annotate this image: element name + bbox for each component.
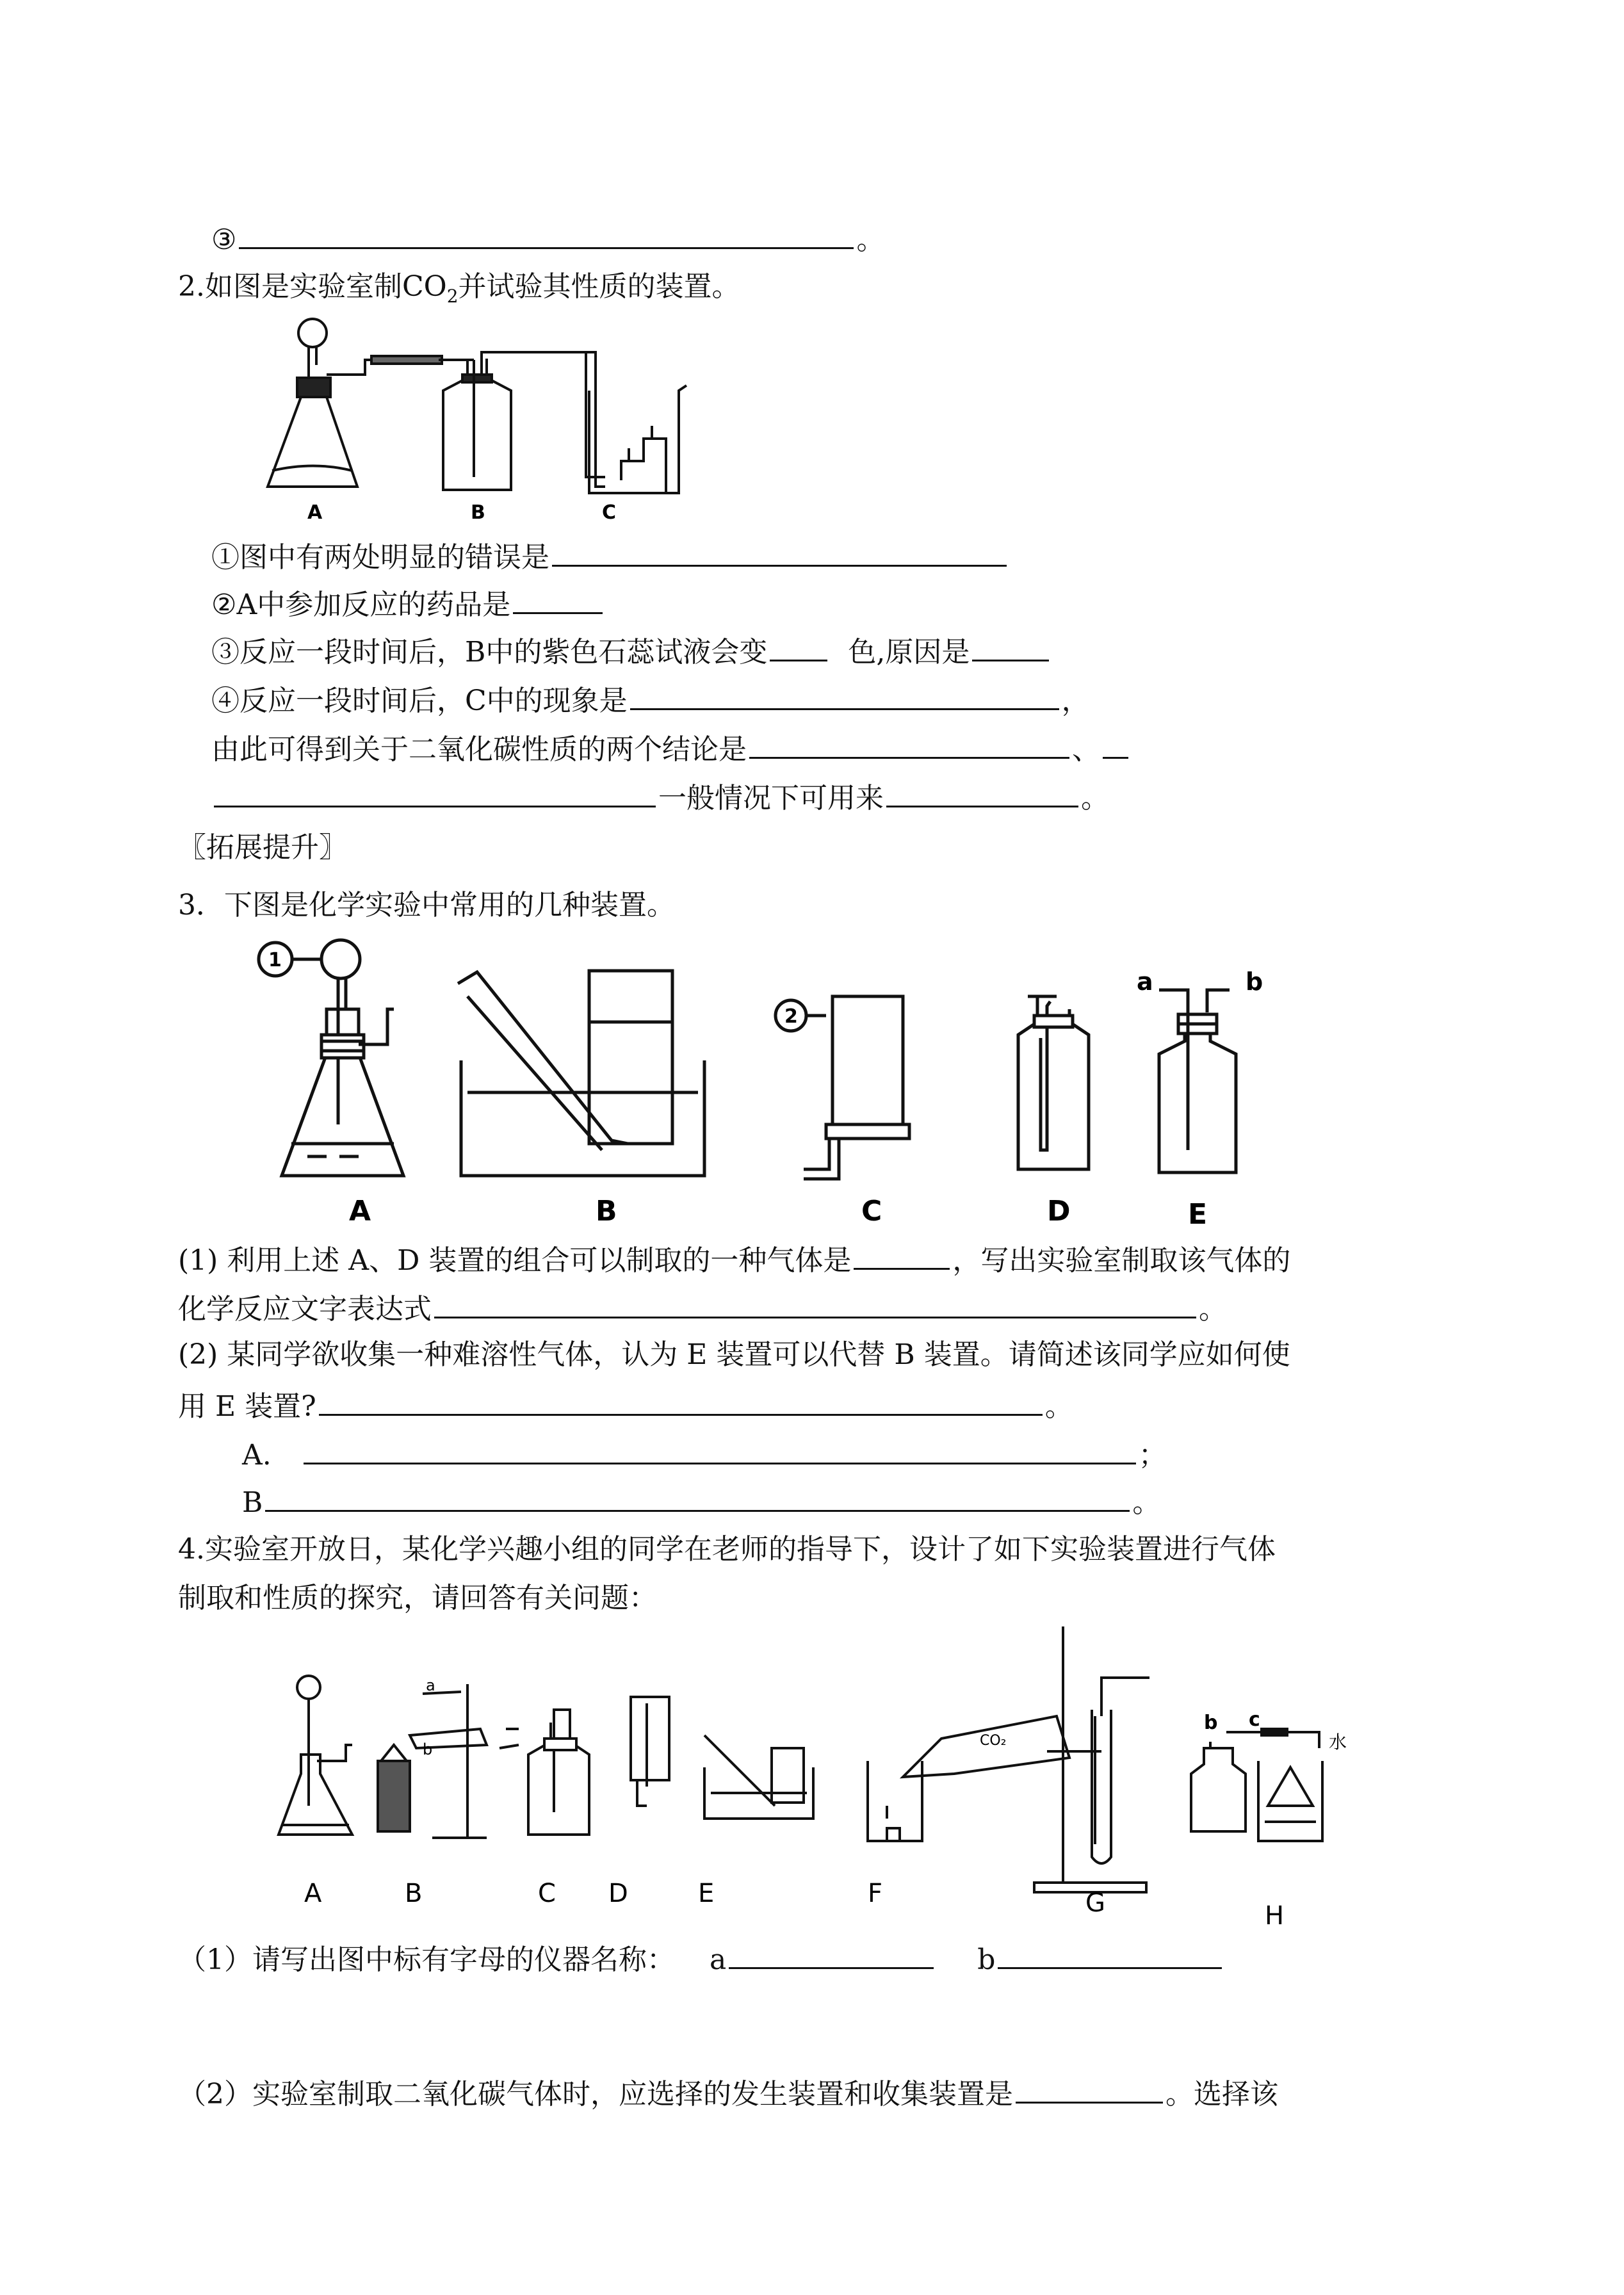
q4-mark-hc: c (1249, 1708, 1260, 1731)
q3-p2-line2 (178, 1386, 1073, 1425)
q2-label-c: C (602, 501, 617, 524)
q4-stem-line2: 制取和性质的探究，请回答有关问题： (178, 1582, 657, 1614)
q3-label-c: C (861, 1195, 882, 1228)
q4-mark-water: 水 (1329, 1731, 1347, 1753)
q2-stem-b: 并试验其性质的装置。 (458, 270, 740, 303)
q3-option-b-label: B (242, 1486, 263, 1519)
answer-blank[interactable] (304, 1434, 1136, 1464)
answer-blank[interactable] (319, 1386, 1043, 1416)
q3-mark-a: a (1137, 968, 1153, 996)
answer-blank[interactable] (854, 1240, 950, 1270)
answer-blank[interactable] (1103, 729, 1128, 759)
q3-p2-text-b: 用 E 装置? (178, 1390, 316, 1423)
q4-mark-hb: b (1204, 1712, 1218, 1734)
q4-p2-text-b: 。选择该 (1165, 2078, 1278, 2111)
q2-item2-text: ②A中参加反应的药品是 (211, 588, 511, 621)
q2-label-b: B (471, 501, 485, 524)
q2-label-a: A (307, 501, 323, 524)
q4-p2 (178, 2073, 1278, 2113)
q4-label-g: G (1085, 1888, 1105, 1918)
q4-label-f: F (868, 1879, 883, 1908)
answer-blank-b[interactable] (998, 1939, 1222, 1969)
q4-p1-a-label: a (710, 1943, 727, 1976)
q2-item6 (211, 777, 1109, 816)
q1-item3-marker: ③ (211, 223, 237, 256)
answer-blank[interactable] (1016, 2073, 1163, 2104)
answer-blank[interactable] (770, 631, 827, 661)
q4-label-e: E (698, 1879, 715, 1908)
q3-apparatus-figure (256, 932, 1345, 1240)
answer-blank[interactable] (749, 729, 1069, 759)
q2-stem-a: 2.如图是实验室制CO (178, 270, 447, 303)
q3-stem: 3．下图是化学实验中常用的几种装置。 (178, 889, 675, 921)
q3-p2-end: 。 (1044, 1390, 1073, 1423)
q3-p1-text-b: ，写出实验室制取该气体的 (952, 1244, 1291, 1277)
q3-mark-1: 1 (268, 949, 282, 971)
q3-mark-2: 2 (784, 1005, 798, 1028)
q3-label-a: A (349, 1195, 371, 1228)
q3-option-b (242, 1482, 1160, 1521)
q2-item1-text: ①图中有两处明显的错误是 (211, 541, 549, 574)
answer-blank-a[interactable] (729, 1939, 934, 1969)
q3-label-d: D (1047, 1195, 1071, 1228)
answer-blank[interactable] (886, 777, 1078, 807)
q3-p1-text-a: (1) 利用上述 A、D 装置的组合可以制取的一种气体是 (178, 1244, 852, 1277)
q4-p2-text: （2）实验室制取二氧化碳气体时，应选择的发生装置和收集装置是 (178, 2078, 1013, 2111)
q3-p1-line1 (178, 1240, 1290, 1279)
answer-blank[interactable] (630, 680, 1059, 710)
q4-label-a: A (304, 1879, 322, 1908)
q3-option-a (242, 1434, 1167, 1473)
q2-item5-text: 由此可得到关于二氧化碳性质的两个结论是 (211, 733, 747, 766)
q4-mark-a: a (426, 1676, 435, 1694)
q2-item5-sep: 、 (1072, 733, 1100, 766)
q3-option-a-label: A. (242, 1439, 272, 1472)
q3-label-e: E (1188, 1198, 1208, 1231)
q4-mark-b: b (423, 1740, 433, 1758)
q2-item4-end: ， (1061, 685, 1090, 717)
q3-p2-line1: (2) 某同学欲收集一种难溶性气体，认为 E 装置可以代替 B 装置。请简述该同学应如何使 (178, 1338, 1290, 1371)
q2-stem-sub: 2 (446, 285, 459, 307)
q4-p1 (178, 1939, 1224, 1978)
answer-blank[interactable] (552, 537, 1007, 567)
q2-item3-text-b: 色,原因是 (848, 636, 970, 669)
answer-blank[interactable] (265, 1482, 1130, 1512)
q4-p1-b-label: b (977, 1943, 996, 1976)
q2-item4-text: ④反应一段时间后，C中的现象是 (211, 685, 628, 717)
q2-item5 (211, 729, 1131, 768)
answer-blank[interactable] (513, 584, 603, 614)
q2-item1 (211, 537, 1009, 576)
q1-item3-line (211, 219, 884, 258)
answer-blank[interactable] (434, 1288, 1196, 1318)
q4-label-h: H (1265, 1901, 1285, 1931)
answer-blank[interactable] (239, 219, 854, 249)
q3-p1-line2 (178, 1288, 1227, 1327)
q4-label-c: C (538, 1879, 556, 1908)
q1-item3-end: 。 (856, 223, 885, 256)
q4-p1-text: （1）请写出图中标有字母的仪器名称： (178, 1943, 675, 1976)
q2-item3 (211, 631, 1052, 670)
q2-item6-text: 一般情况下可用来 (658, 782, 884, 815)
q3-mark-b: b (1246, 968, 1263, 996)
answer-blank[interactable] (214, 777, 656, 807)
q2-stem (178, 269, 740, 314)
q4-co2-label: CO₂ (980, 1733, 1007, 1749)
q2-item2 (211, 584, 605, 623)
section-title: 〖拓展提升〗 (178, 831, 347, 864)
q2-apparatus-figure (256, 314, 717, 525)
q3-p1-end: 。 (1199, 1293, 1227, 1326)
q4-label-d: D (608, 1879, 628, 1908)
q4-stem-line1: 4.实验室开放日，某化学兴趣小组的同学在老师的指导下，设计了如下实验装置进行气体 (178, 1533, 1276, 1566)
q2-item3-text-a: ③反应一段时间后，B中的紫色石蕊试液会变 (211, 636, 768, 669)
q3-option-b-end: 。 (1132, 1486, 1161, 1519)
q3-p1-text-c: 化学反应文字表达式 (178, 1293, 432, 1326)
answer-blank[interactable] (972, 631, 1049, 661)
q2-item6-end: 。 (1081, 782, 1109, 815)
q2-item4 (211, 680, 1090, 719)
q4-label-b: B (405, 1879, 423, 1908)
q3-label-b: B (596, 1195, 617, 1228)
q4-apparatus-figure (269, 1620, 1409, 1940)
q3-option-a-end: ； (1138, 1439, 1167, 1472)
